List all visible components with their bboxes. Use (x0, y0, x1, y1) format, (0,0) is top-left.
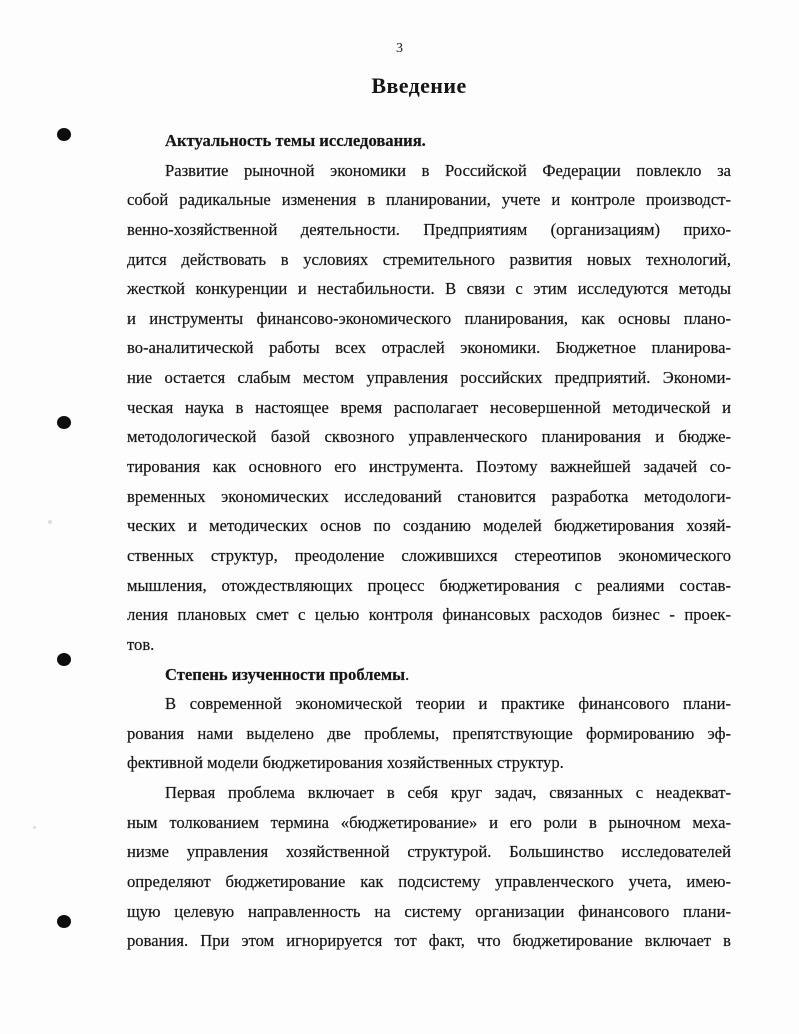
binding-hole (57, 416, 71, 429)
text-line: рования. При этом игнорируется тот факт, что бюджетирование включает в (127, 931, 731, 951)
text-line: методологической базой сквозного управленческого планирования и бюдже- (127, 427, 731, 447)
scan-speckle (48, 520, 52, 524)
text-line: Развитие рыночной экономики в Российской Федерации повлекло за (165, 160, 731, 180)
section-heading (127, 126, 731, 156)
text-line: ческих и методических основ по созданию моделей бюджетирования хозяй- (127, 516, 731, 536)
text-line: ческая наука в настоящее время располагает несовершенной методической и (127, 397, 731, 417)
text-line: ления плановых смет с целью контроля финансовых расходов бизнес - проек- (127, 605, 731, 625)
text-line: ным толкованием термина «бюджетирование» и его роли в рыночном меха- (127, 812, 731, 832)
text-line: низме управления хозяйственной структурой. Большинство исследователей (127, 842, 731, 862)
section-heading-text: Актуальность темы исследования. (165, 131, 426, 150)
binding-hole (57, 128, 71, 141)
text-line: определяют бюджетирование как подсистему управленческого учета, имею- (127, 872, 731, 892)
text-line: во-аналитической работы всех отраслей экономики. Бюджетное планирова- (127, 338, 731, 358)
text-line: ние остается слабым местом управления российских предприятий. Экономи- (127, 368, 731, 388)
text-line: жесткой конкуренции и нестабильности. В связи с этим исследуются методы (127, 279, 731, 299)
text-line: тирования как основного его инструмента. Поэтому важнейшей задачей со- (127, 457, 731, 477)
text-line: ственных структур, преодоление сложившихся стереотипов экономического (127, 545, 731, 565)
text-line: Первая проблема включает в себя круг задач, связанных с неадекват- (165, 783, 731, 803)
document-body (127, 126, 731, 956)
section-heading-text: Степень изученности проблемы (165, 664, 406, 684)
page-number: 3 (396, 41, 403, 56)
section-heading-tail: . (405, 664, 410, 684)
text-line: временных экономических исследований становится разработка методологи- (127, 486, 731, 506)
binding-hole (57, 653, 71, 666)
text-line: собой радикальные изменения в планировании, учете и контроле производст- (127, 190, 731, 210)
text-line: фективной модели бюджетирования хозяйственных структур. (127, 753, 564, 773)
text-line: венно-хозяйственной деятельности. Предприятиям (организациям) прихо- (127, 219, 731, 239)
page-title: Введение (371, 73, 467, 98)
text-line: дится действовать в условиях стремительного развития новых технологий, (127, 249, 731, 269)
text-line: щую целевую направленность на систему организации финансового плани- (127, 901, 731, 921)
text-line: В современной экономической теории и практике финансового плани- (165, 694, 731, 714)
section-heading (127, 660, 731, 690)
text-line: мышления, отождествляющих процесс бюджетирования с реалиями состав- (127, 575, 731, 595)
text-line: и инструменты финансово-экономического планирования, как основы плано- (127, 308, 731, 328)
text-line: тов. (127, 634, 155, 654)
binding-hole (57, 915, 71, 928)
text-line: рования нами выделено две проблемы, препятствующие формированию эф- (127, 723, 731, 743)
scan-speckle (33, 826, 36, 829)
